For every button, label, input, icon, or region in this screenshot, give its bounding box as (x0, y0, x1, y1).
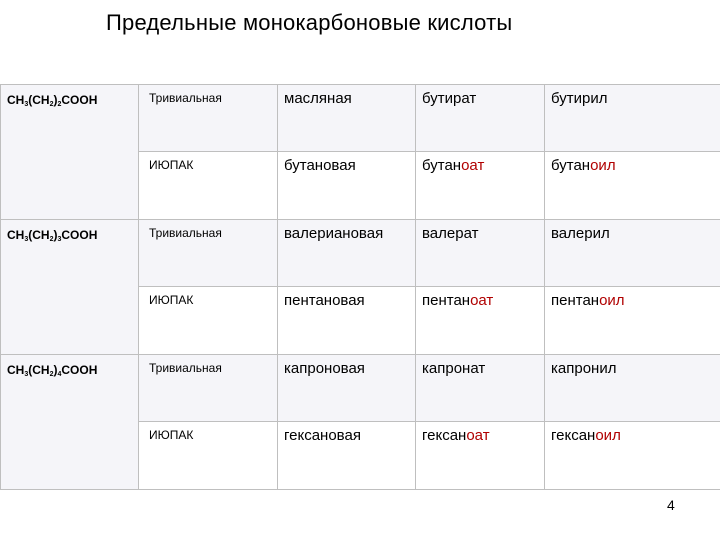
salt-name: капронат (416, 355, 545, 422)
ending-suffix: оат (470, 292, 494, 309)
salt-name: бутират (416, 85, 545, 152)
radical-name: бутаноил (545, 152, 720, 220)
ending-suffix: оат (461, 157, 485, 174)
ending-suffix: оил (590, 157, 616, 174)
formula-cell: $CH_3(CH_2)_4COOH$ (1, 355, 139, 490)
radical-name: бутирил (545, 85, 720, 152)
formula-cell: $CH_3(CH_2)_3COOH$ (1, 220, 139, 355)
acid-name: пентановая (278, 287, 416, 355)
ending-suffix: оат (466, 427, 490, 444)
salt-name: гексаноат (416, 422, 545, 490)
salt-name: валерат (416, 220, 545, 287)
acid-name: гексановая (278, 422, 416, 490)
salt-name: пентаноат (416, 287, 545, 355)
acid-name: капроновая (278, 355, 416, 422)
page-title: Предельные монокарбоновые кислоты (106, 10, 513, 35)
formula-cell: $CH_3(CH_2)_2COOH$ (1, 85, 139, 220)
radical-name: валерил (545, 220, 720, 287)
table-row (1, 85, 720, 152)
acid-name: бутановая (278, 152, 416, 220)
ending-suffix: оил (599, 292, 625, 309)
nomenclature-label: Тривиальная (139, 220, 278, 287)
nomenclature-label: ИЮПАК (139, 152, 278, 220)
ending-suffix: оил (595, 427, 621, 444)
radical-name: гексаноил (545, 422, 720, 490)
nomenclature-label: Тривиальная (139, 85, 278, 152)
radical-name: капронил (545, 355, 720, 422)
acid-name: масляная (278, 85, 416, 152)
acids-table (0, 84, 720, 490)
table-row (1, 355, 720, 422)
radical-name: пентаноил (545, 287, 720, 355)
table-row (1, 220, 720, 287)
salt-name: бутаноат (416, 152, 545, 220)
acid-name: валериановая (278, 220, 416, 287)
page-number: 4 (667, 497, 675, 513)
nomenclature-label: ИЮПАК (139, 287, 278, 355)
nomenclature-label: Тривиальная (139, 355, 278, 422)
nomenclature-label: ИЮПАК (139, 422, 278, 490)
